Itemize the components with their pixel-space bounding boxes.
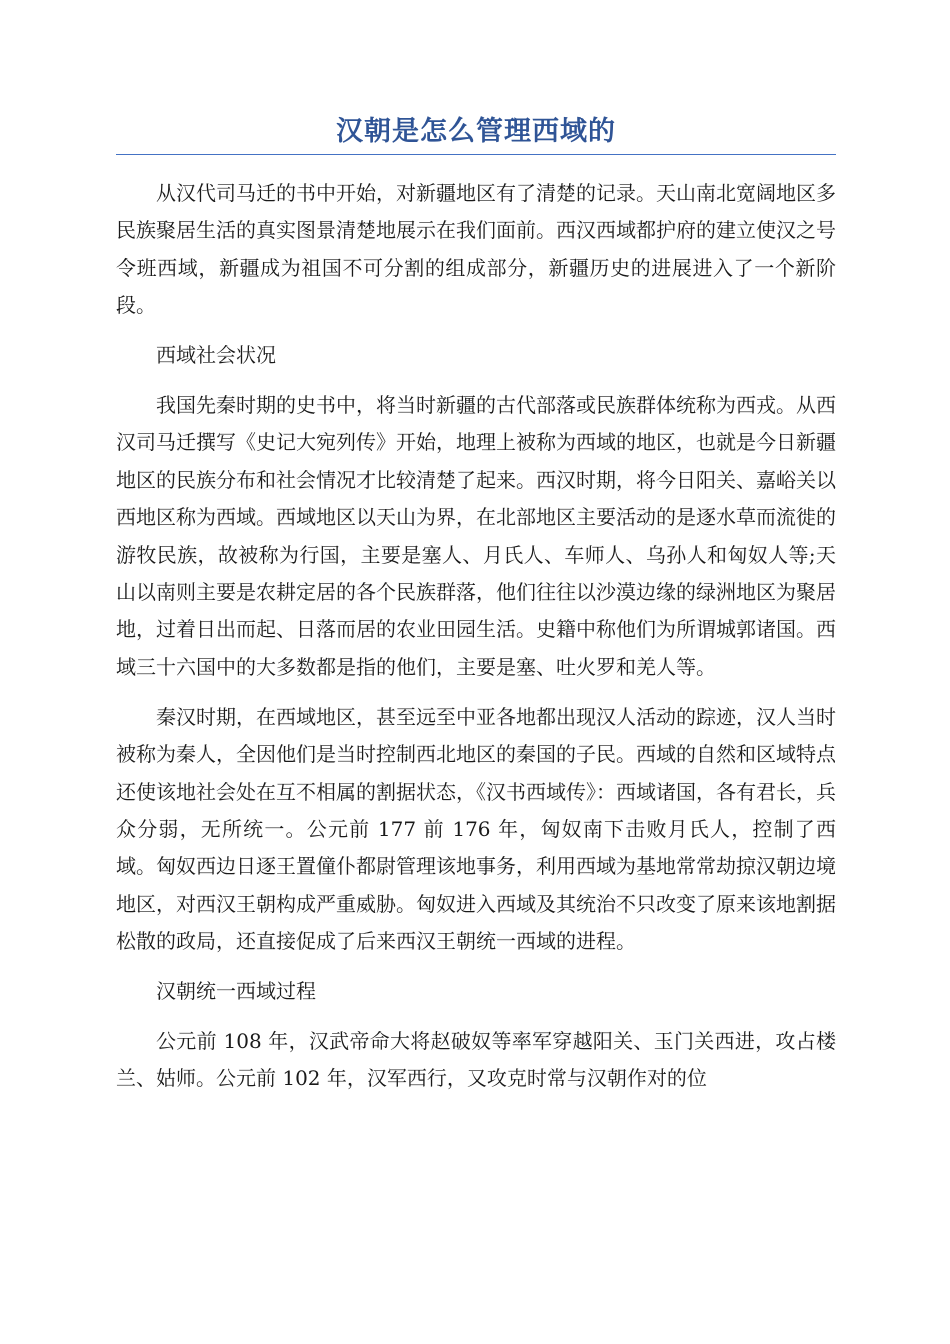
section-heading-society: 西域社会状况 bbox=[156, 343, 276, 368]
paragraph-qin-han: 秦汉时期，在西域地区，甚至远至中亚各地都出现汉人活动的踪迹，汉人当时被称为秦人，全因他们是当时控制西北地区的秦国的子民。西域的自然和区域特点还使该地社会处在互不相属的割据状态，《汉书西域传》：西域诸国，各有君长，兵众分弱，无所统一。公元前 177 前 176 年，匈奴南下击败月氏人，控制了西域。匈奴西边日逐王置僮仆都尉管理该地事务，利用西域为基地常常劫掠汉朝边境地区，对西汉王朝构成严重威胁。匈奴进入西域及其统治不只改变了原来该地割据松散的政局，还直接促成了后来西汉王朝统一西域的进程。 bbox=[116, 704, 836, 954]
document-title: 汉朝是怎么管理西域的 bbox=[116, 112, 836, 155]
paragraph-society: 我国先秦时期的史书中，将当时新疆的古代部落或民族群体统称为西戎。从西汉司马迁撰写《史记大宛列传》开始，地理上被称为西域的地区，也就是今日新疆地区的民族分布和社会情况才比较清楚了起来。西汉时期，将今日阳关、嘉峪关以西地区称为西域。西域地区以天山为界，在北部地区主要活动的是逐水草而流徙的游牧民族，故被称为行国，主要是塞人、月氏人、车师人、乌孙人和匈奴人等;天山以南则主要是农耕定居的各个民族群落，他们往往以沙漠边缘的绿洲地区为聚居地，过着日出而起、日落而居的农业田园生活。史籍中称他们为所谓城郭诸国。西域三十六国中的大多数都是指的他们，主要是塞、吐火罗和羌人等。 bbox=[116, 393, 836, 679]
paragraph-intro: 从汉代司马迁的书中开始，对新疆地区有了清楚的记录。天山南北宽阔地区多民族聚居生活的真实图景清楚地展示在我们面前。西汉西域都护府的建立使汉之号令班西域，新疆成为祖国不可分割的组成部分，新疆历史的进展进入了一个新阶段。 bbox=[116, 181, 836, 318]
paragraph-unification: 公元前 108 年，汉武帝命大将赵破奴等率军穿越阳关、玉门关西进，攻占楼兰、姑师。公元前 102 年，汉军西行，又攻克时常与汉朝作对的位 bbox=[116, 1029, 836, 1091]
document-page bbox=[116, 112, 836, 1110]
document-body bbox=[116, 175, 836, 1098]
section-heading-unification: 汉朝统一西域过程 bbox=[156, 979, 316, 1004]
